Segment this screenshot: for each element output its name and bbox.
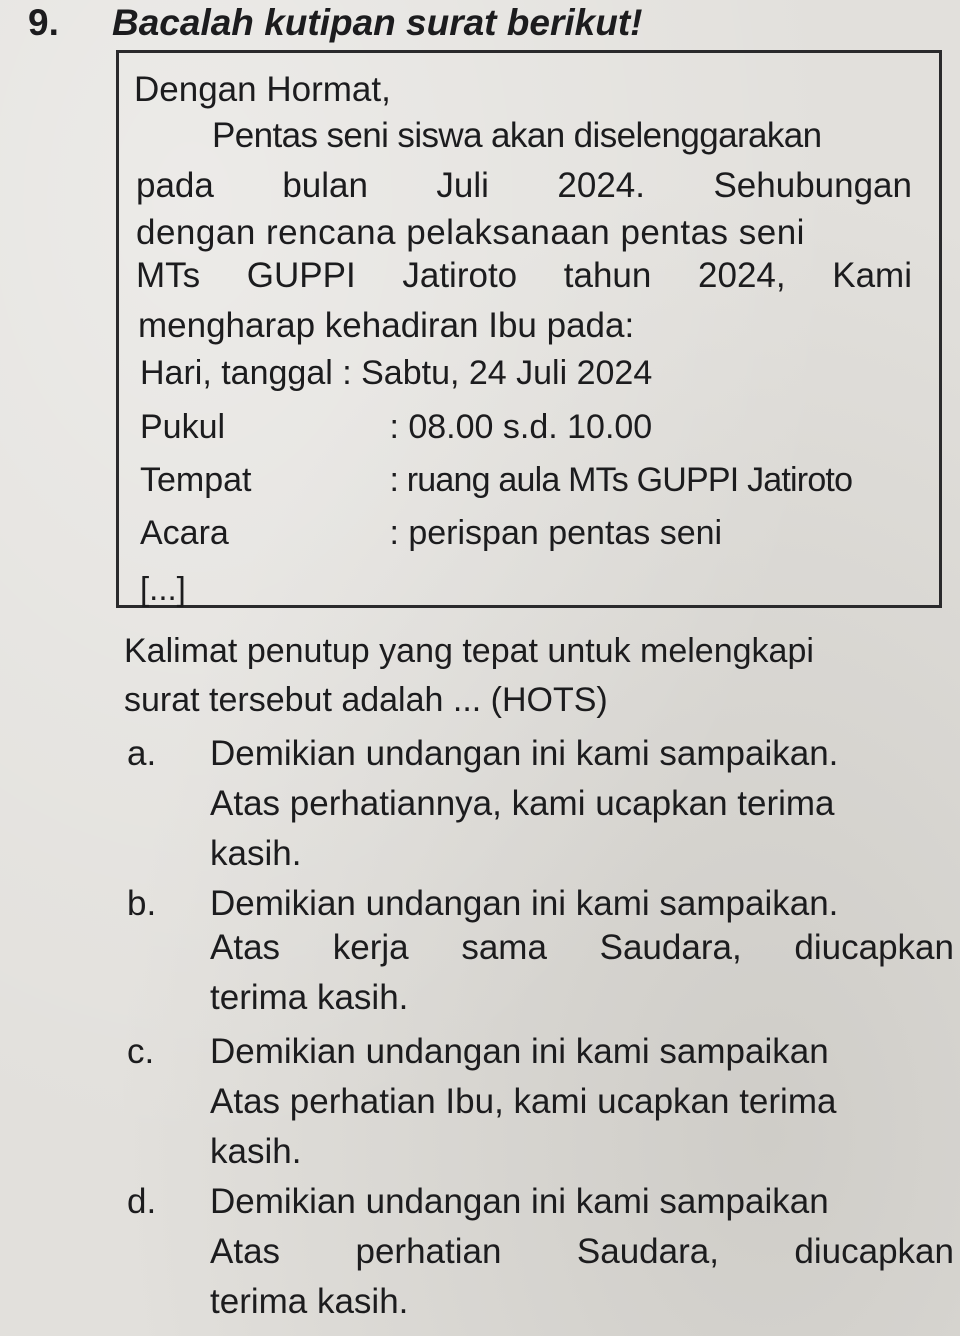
detail-row-date	[140, 356, 652, 390]
detail-label: Pukul	[140, 408, 226, 446]
word: MTs	[136, 256, 201, 295]
detail-row-event	[140, 516, 722, 550]
option-b-line-1[interactable]: Demikian undangan ini kami sampaikan.	[210, 884, 839, 923]
word: sama	[461, 928, 547, 967]
word: diucapkan	[794, 928, 954, 967]
word: bulan	[282, 166, 368, 205]
option-b-letter[interactable]: b.	[127, 884, 157, 923]
option-c-letter[interactable]: c.	[127, 1032, 155, 1071]
letter-body-line-3: dengan rencana pelaksanaan pentas seni	[136, 213, 805, 252]
word: Juli	[436, 166, 489, 205]
question-instruction: Bacalah kutipan surat berikut!	[112, 2, 643, 43]
option-a-line-1[interactable]: Demikian undangan ini kami sampaikan.	[210, 734, 839, 773]
option-c-line-1[interactable]: Demikian undangan ini kami sampaikan	[210, 1032, 829, 1071]
letter-body-line-2	[136, 168, 912, 203]
word: diucapkan	[794, 1232, 954, 1271]
option-a-line-2[interactable]: Atas perhatiannya, kami ucapkan terima	[210, 784, 835, 823]
word: Kami	[832, 256, 912, 295]
word: tahun	[563, 256, 652, 295]
option-b-line-2[interactable]	[210, 930, 954, 965]
letter-body-line-5: mengharap kehadiran Ibu pada:	[138, 306, 635, 345]
question-number: 9.	[28, 2, 59, 43]
detail-label: Acara	[140, 514, 229, 552]
detail-label: Hari, tanggal	[140, 354, 333, 392]
word: Atas	[210, 1232, 281, 1271]
question-prompt-line-2	[124, 683, 608, 717]
letter-salutation: Dengan Hormat,	[134, 70, 391, 109]
word: Saudara,	[599, 928, 742, 967]
word: perhatian	[355, 1232, 502, 1271]
option-c-line-2[interactable]: Atas perhatian Ibu, kami ucapkan terima	[210, 1082, 837, 1121]
detail-value: : Sabtu, 24 Juli 2024	[342, 354, 653, 392]
letter-ellipsis: [...]	[140, 570, 186, 607]
option-d-letter[interactable]: d.	[127, 1182, 157, 1221]
detail-value: : 08.00 s.d. 10.00	[389, 408, 653, 446]
option-c-line-3[interactable]: kasih.	[210, 1132, 302, 1171]
letter-body-line-1: Pentas seni siswa akan diselenggarakan	[212, 116, 822, 155]
detail-row-time	[140, 410, 652, 444]
question-prompt-line-1: Kalimat penutup yang tepat untuk melengkapi	[124, 632, 814, 670]
detail-label: Tempat	[140, 461, 252, 499]
option-a-line-3[interactable]: kasih.	[210, 834, 302, 873]
word: Sehubungan	[713, 166, 912, 205]
word: 2024.	[557, 166, 645, 205]
option-d-line-1[interactable]: Demikian undangan ini kami sampaikan	[210, 1182, 829, 1221]
option-d-line-3[interactable]: terima kasih.	[210, 1282, 409, 1321]
option-a-letter[interactable]: a.	[127, 734, 157, 773]
word: 2024,	[698, 256, 786, 295]
option-b-line-3[interactable]: terima kasih.	[210, 978, 409, 1017]
letter-body-line-4	[136, 258, 912, 293]
word: Saudara,	[576, 1232, 719, 1271]
detail-value: : perispan pentas seni	[389, 514, 723, 552]
word: Atas	[210, 928, 281, 967]
word: kerja	[332, 928, 409, 967]
word: pada	[136, 166, 214, 205]
detail-value: : ruang aula MTs GUPPI Jatiroto	[389, 461, 853, 499]
question-header	[28, 2, 642, 44]
question-prompt-text: surat tersebut adalah ... (HOTS)	[124, 681, 608, 719]
word: Jatiroto	[402, 256, 518, 295]
detail-row-place	[140, 463, 852, 497]
word: GUPPI	[246, 256, 356, 295]
option-d-line-2[interactable]	[210, 1234, 954, 1269]
